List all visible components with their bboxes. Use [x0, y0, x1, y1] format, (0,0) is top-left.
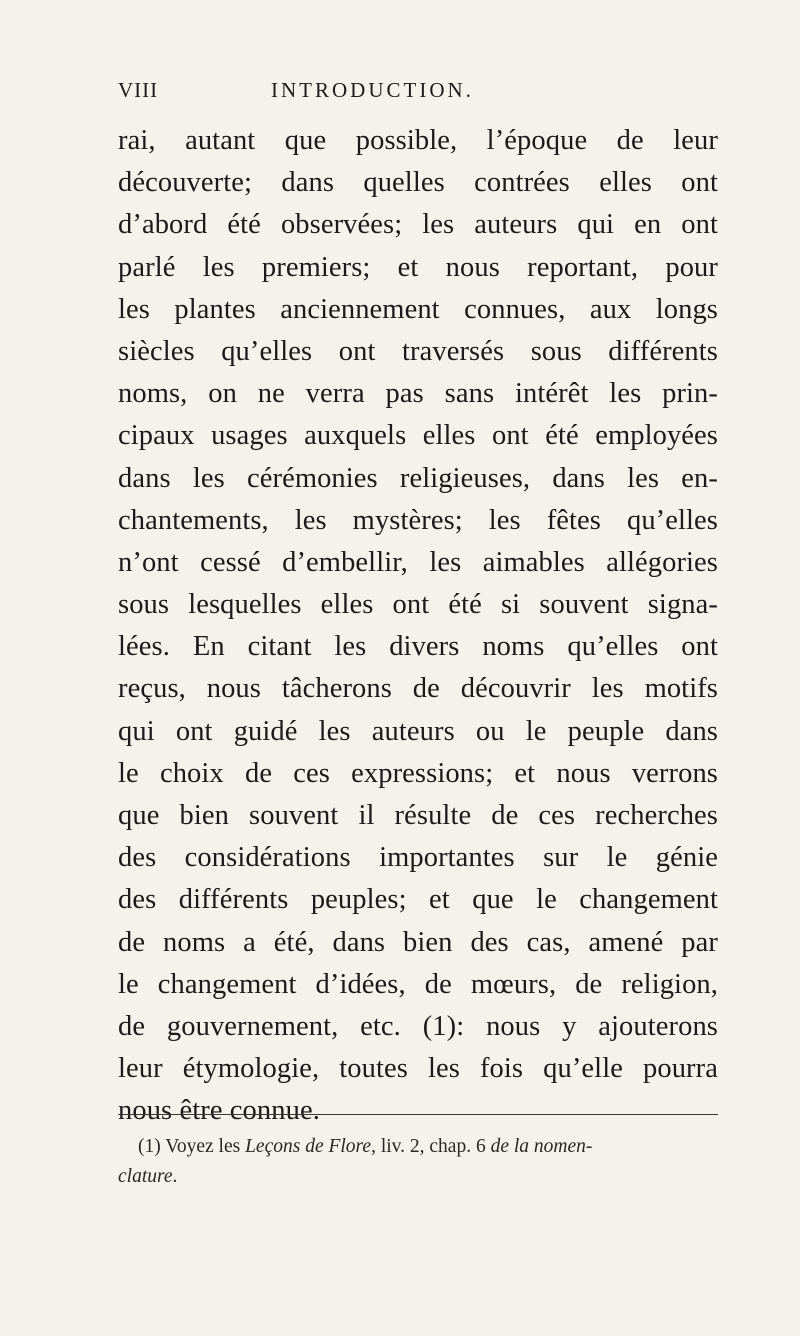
footnote-marker: (1) [138, 1136, 161, 1157]
text-line: découverte; dans quelles contrées elles ont [118, 167, 718, 199]
text-line: lées. En citant les divers noms qu’elles ont [118, 631, 718, 663]
text-line: qui ont guidé les auteurs ou le peuple dans [118, 715, 718, 747]
footnote-divider [118, 1114, 718, 1115]
text-line: le changement d’idées, de mœurs, de religion, [118, 968, 718, 1000]
text-line: le choix de ces expressions; et nous verrons [118, 757, 718, 789]
text-line: siècles qu’elles ont traversés sous différents [118, 335, 718, 367]
footnote-chapter-title: de la nomen- [490, 1136, 593, 1157]
text-line: sous lesquelles elles ont été si souvent signa- [118, 589, 718, 621]
text-line: cipaux usages auxquels elles ont été employées [118, 420, 718, 452]
text-line: chantements, les mystères; les fêtes qu’elles [118, 504, 718, 536]
footnote-chapter-title-cont: clature [118, 1166, 173, 1187]
text-line: des différents peuples; et que le changement [118, 884, 718, 916]
text-line: d’abord été observées; les auteurs qui en ont [118, 209, 718, 241]
footnote-line [118, 1162, 718, 1192]
text-line: des considérations importantes sur le génie [118, 842, 718, 874]
text-line: dans les cérémonies religieuses, dans les en- [118, 462, 718, 494]
footnote-end: . [172, 1166, 178, 1187]
text-line: noms, on ne verra pas sans intérêt les prin- [118, 378, 718, 410]
running-title: INTRODUCTION. [271, 78, 474, 102]
footnote-text: , liv. 2, chap. 6 [371, 1136, 491, 1157]
text-line: que bien souvent il résulte de ces recherches [118, 800, 718, 831]
text-line: de gouvernement, etc. (1): nous y ajouterons [118, 1010, 718, 1042]
text-line: leur étymologie, toutes les fois qu’elle pourra [118, 1053, 718, 1085]
page-number: VIII [118, 78, 159, 102]
page-header [118, 78, 718, 108]
body-text [118, 120, 718, 1133]
text-line: rai, autant que possible, l’époque de leur [118, 125, 718, 156]
footnote-text: Voyez les [160, 1136, 246, 1157]
text-line: les plantes anciennement connues, aux longs [118, 293, 718, 325]
footnote-book-title: Leçons de Flore [245, 1136, 372, 1157]
text-line: parlé les premiers; et nous reportant, pour [118, 251, 718, 283]
text-line: reçus, nous tâcherons de découvrir les motifs [118, 673, 718, 705]
footnote-line [118, 1132, 718, 1162]
text-line-last: nous être connue. [118, 1095, 320, 1127]
text-line: n’ont cessé d’embellir, les aimables allégories [118, 546, 718, 578]
footnote [118, 1132, 718, 1192]
text-line: de noms a été, dans bien des cas, amené par [118, 926, 718, 958]
